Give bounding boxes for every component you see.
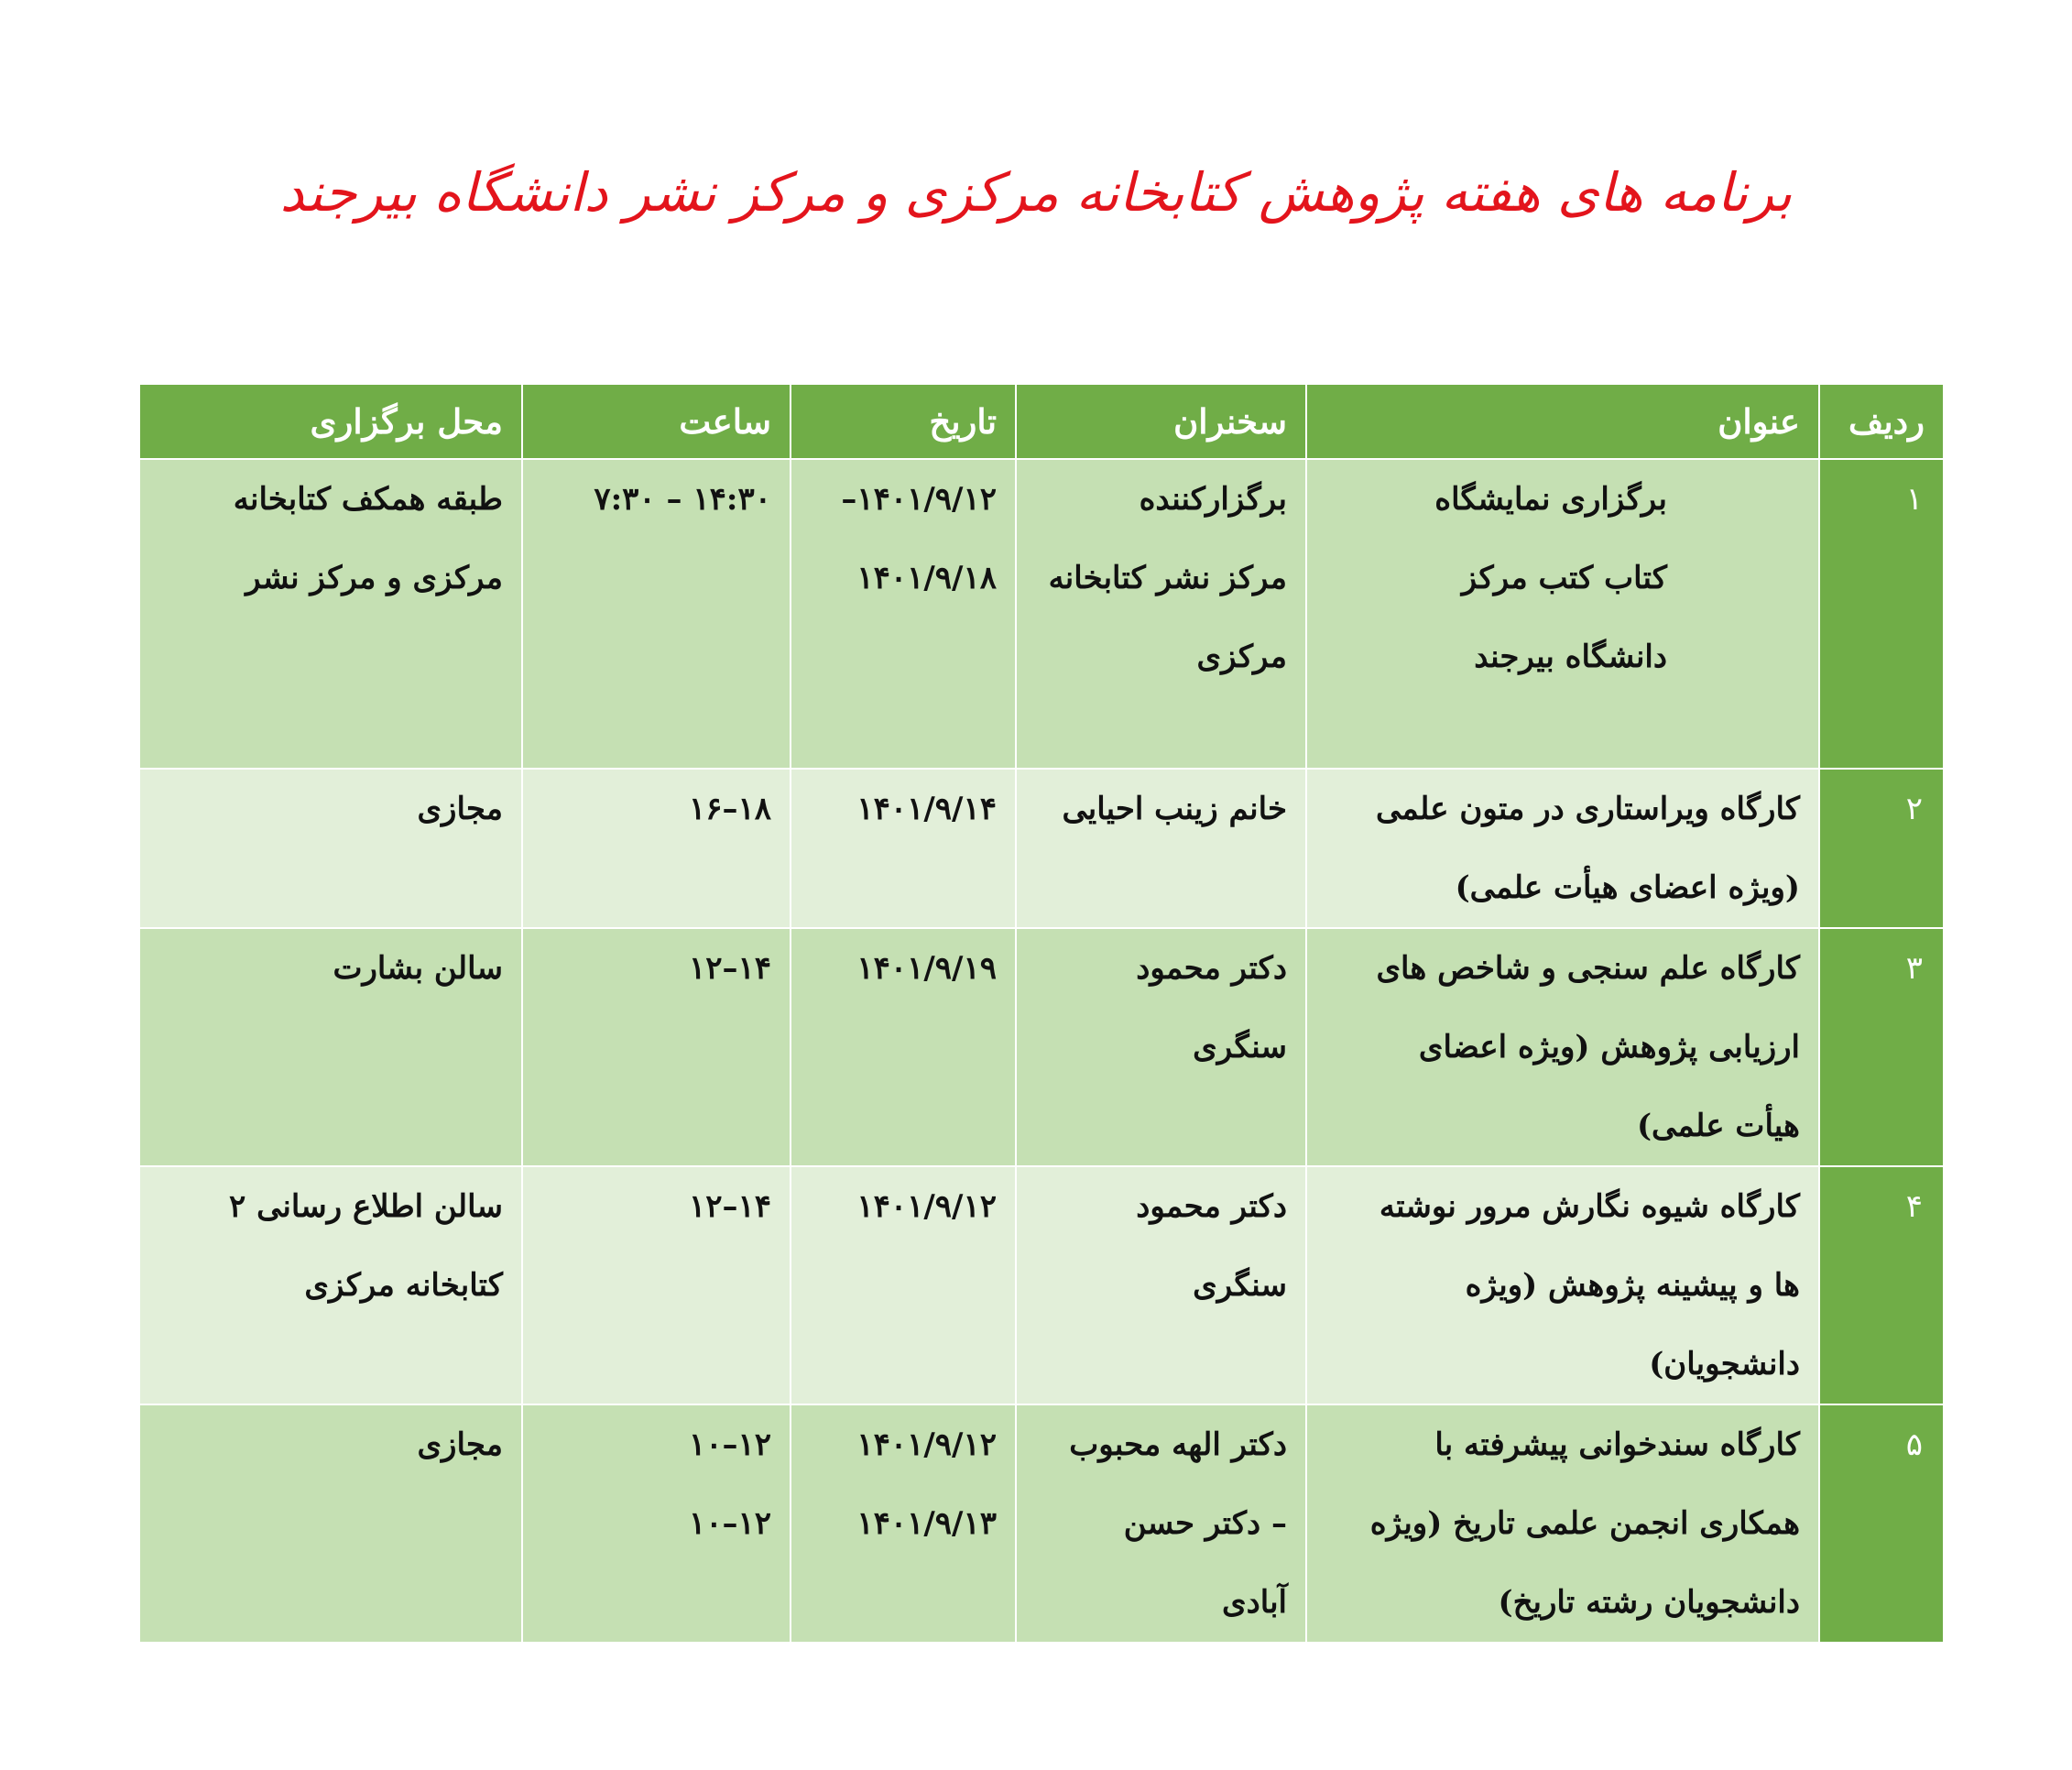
event-speaker: [1016, 1404, 1306, 1643]
column-header-speaker: سخنران: [1016, 384, 1306, 459]
event-title-line: دانشجویان): [1649, 1346, 1800, 1382]
table-row: [139, 769, 1944, 928]
event-title-line: کارگاه علم سنجی و شاخص های: [1376, 950, 1800, 987]
event-date: [791, 928, 1016, 1166]
speaker-line: سنگری: [1193, 1029, 1287, 1065]
event-title-line: برگزاری نمایشگاه: [1434, 481, 1667, 518]
row-number: ۴: [1819, 1166, 1944, 1404]
date-line: ۱۴۰۱/۹/۱۲: [856, 1426, 997, 1463]
column-header-title: عنوان: [1306, 384, 1819, 459]
event-time: [522, 769, 791, 928]
event-venue: [139, 769, 522, 928]
speaker-line: – دکتر حسن: [1123, 1505, 1287, 1542]
time-line: ۱۴:۳۰ – ۷:۳۰: [594, 481, 771, 518]
speaker-line: برگزارکننده: [1139, 481, 1287, 518]
speaker-line: دکتر الهه محبوب: [1069, 1426, 1287, 1463]
event-time: [522, 1404, 791, 1643]
event-date: [791, 459, 1016, 769]
venue-line: طبقه همکف کتابخانه: [233, 481, 503, 518]
column-header-date: تاریخ: [791, 384, 1016, 459]
event-speaker: [1016, 459, 1306, 769]
event-title: [1306, 459, 1819, 769]
event-title-line: دانشگاه بیرجند: [1474, 639, 1667, 675]
column-header-row-number: ردیف: [1819, 384, 1944, 459]
event-speaker: [1016, 769, 1306, 928]
event-time: [522, 928, 791, 1166]
event-title: [1306, 769, 1819, 928]
table-row: [139, 1166, 1944, 1404]
time-line: ۱۴–۱۲: [688, 950, 771, 987]
date-line: ۱۴۰۱/۹/۱۹: [856, 950, 997, 987]
time-line: ۱۸–۱۶: [688, 791, 771, 827]
row-number: ۵: [1819, 1404, 1944, 1643]
venue-line: مرکزی و مرکز نشر: [245, 560, 503, 596]
event-venue: [139, 1166, 522, 1404]
event-time: [522, 459, 791, 769]
event-time: [522, 1166, 791, 1404]
event-speaker: [1016, 1166, 1306, 1404]
speaker-line: خانم زینب احیایی: [1062, 791, 1287, 827]
column-header-time: ساعت: [522, 384, 791, 459]
venue-line: کتابخانه مرکزی: [304, 1267, 503, 1304]
event-title-line: هیأت علمی): [1636, 1108, 1800, 1144]
date-line: ۱۴۰۱/۹/۱۲–: [841, 481, 997, 518]
table-row: [139, 459, 1944, 769]
event-date: [791, 1404, 1016, 1643]
event-title: [1306, 1166, 1819, 1404]
speaker-line: دکتر محمود: [1136, 1188, 1287, 1225]
venue-line: مجازی: [417, 791, 503, 827]
row-number: ۱: [1819, 459, 1944, 769]
speaker-line: دکتر محمود: [1136, 950, 1287, 987]
speaker-line: مرکزی: [1196, 639, 1287, 675]
row-number: ۲: [1819, 769, 1944, 928]
event-speaker: [1016, 928, 1306, 1166]
time-line: ۱۴–۱۲: [688, 1188, 771, 1225]
speaker-line: مرکز نشر کتابخانه: [1048, 560, 1287, 596]
venue-line: مجازی: [417, 1426, 503, 1463]
event-venue: [139, 928, 522, 1166]
date-line: ۱۴۰۱/۹/۱۳: [856, 1505, 997, 1542]
time-line: ۱۲–۱۰: [688, 1426, 771, 1463]
event-date: [791, 769, 1016, 928]
table-header-row: [139, 384, 1944, 459]
table-row: [139, 928, 1944, 1166]
event-title-line: کتاب کتب مرکز: [1461, 560, 1667, 596]
event-title-line: ارزیابی پژوهش (ویژه اعضای: [1418, 1029, 1800, 1065]
page-title: برنامه های هفته پژوهش کتابخانه مرکزی و مرکز نشر دانشگاه بیرجند: [279, 161, 1793, 224]
event-title: [1306, 928, 1819, 1166]
time-line: ۱۲–۱۰: [688, 1505, 771, 1542]
event-venue: [139, 1404, 522, 1643]
event-title-line: کارگاه شیوه نگارش مرور نوشته: [1379, 1188, 1800, 1225]
table-row: [139, 1404, 1944, 1643]
event-venue: [139, 459, 522, 769]
column-header-venue: محل برگزاری: [139, 384, 522, 459]
event-title-line: همکاری انجمن علمی تاریخ (ویژه: [1369, 1505, 1800, 1542]
event-title-line: کارگاه ویراستاری در متون علمی: [1375, 791, 1800, 827]
venue-line: سالن اطلاع رسانی ۲: [228, 1188, 503, 1225]
speaker-line: سنگری: [1193, 1267, 1287, 1304]
event-date: [791, 1166, 1016, 1404]
schedule-table: [138, 383, 1945, 1644]
venue-line: سالن بشارت: [333, 950, 503, 987]
event-title-line: ها و پیشینه پژوهش (ویژه: [1465, 1267, 1800, 1304]
date-line: ۱۴۰۱/۹/۱۴: [856, 791, 997, 827]
event-title-line: (ویژه اعضای هیأت علمی): [1455, 869, 1800, 906]
event-title: [1306, 1404, 1819, 1643]
event-title-line: کارگاه سندخوانی پیشرفته با: [1434, 1426, 1800, 1463]
date-line: ۱۴۰۱/۹/۱۸: [856, 560, 997, 596]
event-title-line: دانشجویان رشته تاریخ): [1498, 1584, 1800, 1621]
speaker-line: آبادی: [1221, 1584, 1287, 1621]
date-line: ۱۴۰۱/۹/۱۲: [856, 1188, 997, 1225]
row-number: ۳: [1819, 928, 1944, 1166]
